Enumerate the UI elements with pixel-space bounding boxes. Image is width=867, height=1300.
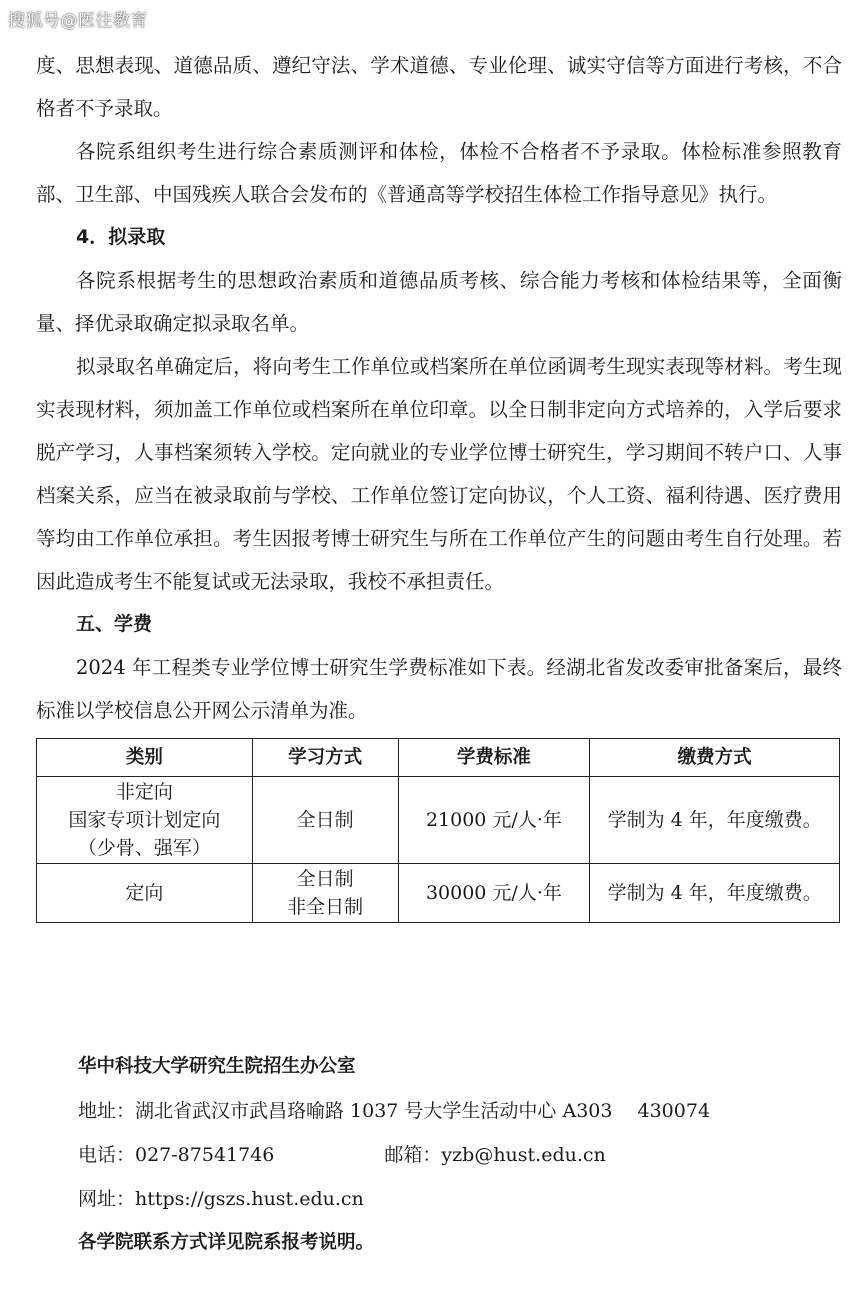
paragraph-tuition-intro: 2024 年工程类专业学位博士研究生学费标准如下表。经湖北省发改委审批备案后，最终标准以学校信息公开网公示清单为准。: [36, 656, 842, 722]
phone-text: 电话：027-87541746: [78, 1144, 275, 1166]
cell-study-mode: [252, 864, 398, 923]
heading-tuition: 五、学费: [76, 613, 153, 635]
category-line: 国家专项计划定向: [68, 809, 221, 831]
cell-payment: 学制为 4 年，年度缴费。: [590, 777, 840, 864]
cell-fee: 30000 元/人·年: [398, 864, 590, 923]
cell-category: [37, 864, 253, 923]
cell-payment: 学制为 4 年，年度缴费。: [590, 864, 840, 923]
address-line: 地址：湖北省武汉市武昌珞喻路 1037 号大学生活动中心 A303 430074: [78, 1100, 711, 1122]
table-row: [37, 777, 840, 864]
header-payment: 缴费方式: [590, 739, 840, 777]
document-body: [36, 44, 842, 923]
category-line: （少骨、强军）: [77, 837, 211, 859]
office-name: 华中科技大学研究生院招生办公室: [78, 1056, 356, 1077]
table-row: [37, 864, 840, 923]
contact-block: [78, 1045, 838, 1265]
email-text: 邮箱：yzb@hust.edu.cn: [384, 1144, 606, 1166]
paragraph-admission-procedure: 拟录取名单确定后，将向考生工作单位或档案所在单位函调考生现实表现等材料。考生现实表现材料，须加盖工作单位或档案所在单位印章。以全日制非定向方式培养的，入学后要求脱产学习，人事档案须转入学校。定向就业的专业学位博士研究生，学习期间不转户口、人事档案关系，应当在被录取前与学校、工作单位签订定向协议，个人工资、福利待遇、医疗费用等均由工作单位承担。考生因报考博士研究生与所在工作单位产生的问题由考生自行处理。若因此造成考生不能复试或无法录取，我校不承担责任。: [36, 355, 842, 593]
contact-note: 各学院联系方式详见院系报考说明。: [78, 1232, 375, 1253]
category-line: 非定向: [115, 781, 173, 803]
mode-line: 非全日制: [287, 896, 364, 918]
tuition-table: [36, 738, 840, 923]
category-line: 定向: [125, 882, 164, 904]
phone-email-line: [78, 1133, 838, 1177]
header-fee: 学费标准: [398, 739, 590, 777]
paragraph-assessment: 度、思想表现、道德品质、遵纪守法、学术道德、专业伦理、诚实守信等方面进行考核，不合格者不予录取。: [36, 54, 842, 120]
watermark-text: 搜狐号@医往教育: [8, 11, 148, 31]
paragraph-physical-exam: 各院系组织考生进行综合素质测评和体检，体检不合格者不予录取。体检标准参照教育部、卫生部、中国残疾人联合会发布的《普通高等学校招生体检工作指导意见》执行。: [36, 140, 842, 206]
cell-study-mode: [252, 777, 398, 864]
header-category: 类别: [37, 739, 253, 777]
cell-fee: 21000 元/人·年: [398, 777, 590, 864]
heading-tentative-admission: 4．拟录取: [76, 226, 166, 248]
mode-line: 全日制: [296, 809, 354, 831]
cell-category: [37, 777, 253, 864]
paragraph-admission-list: 各院系根据考生的思想政治素质和道德品质考核、综合能力考核和体检结果等，全面衡量、择优录取确定拟录取名单。: [36, 269, 842, 335]
mode-line: 全日制: [296, 868, 354, 890]
header-study-mode: 学习方式: [252, 739, 398, 777]
table-header-row: [37, 739, 840, 777]
website-line: 网址：https://gszs.hust.edu.cn: [78, 1188, 364, 1210]
